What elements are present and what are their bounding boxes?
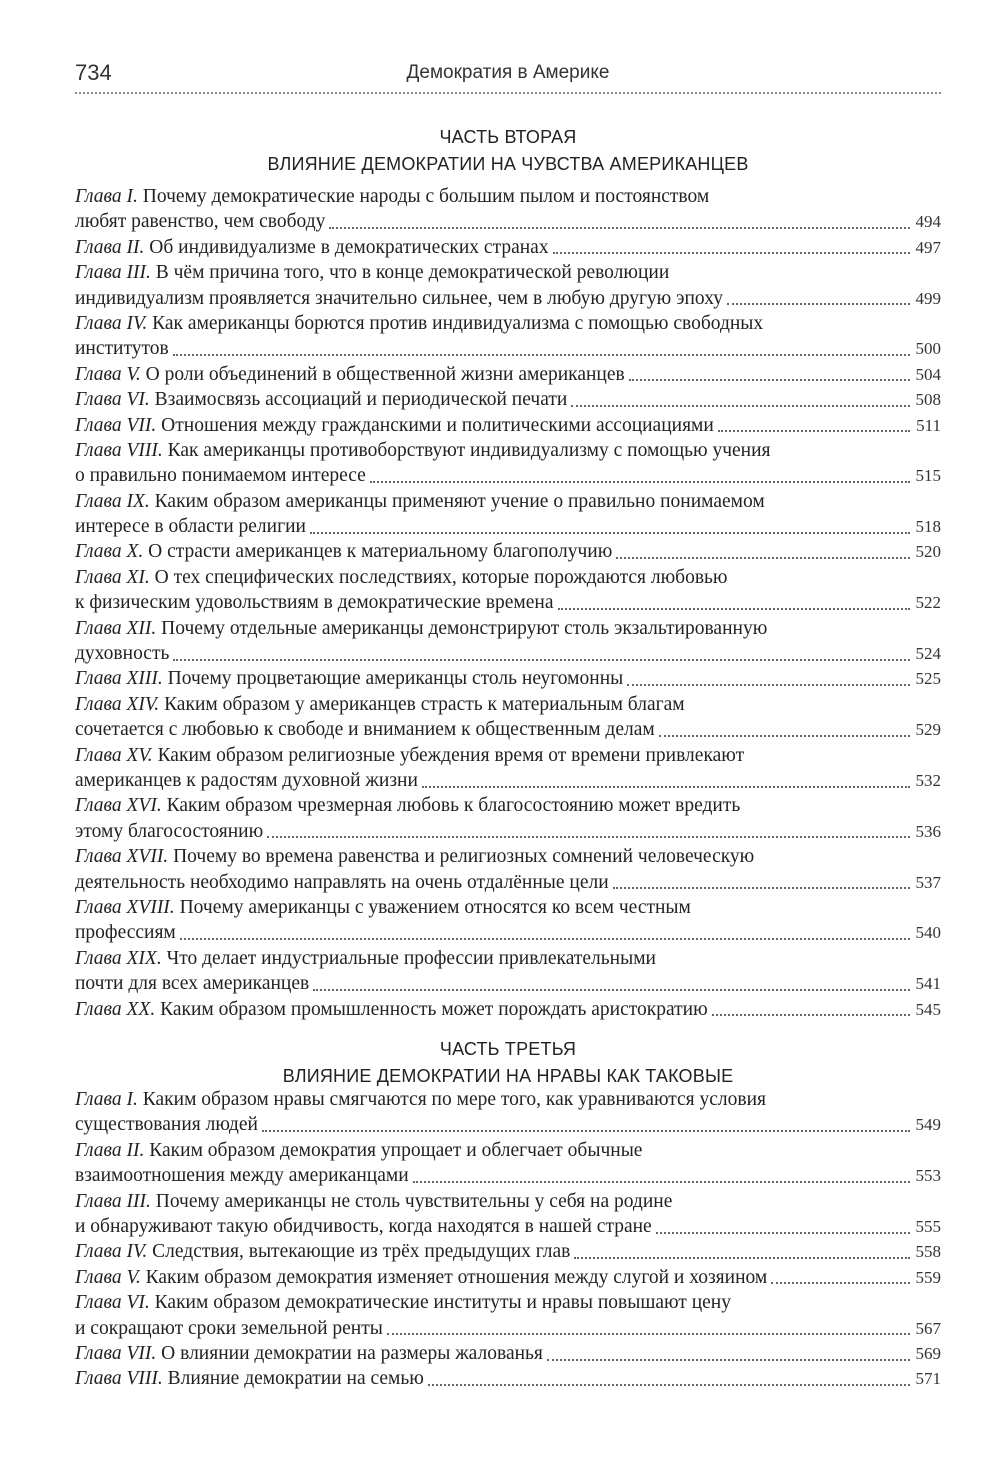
- chapter-page-number: 540: [915, 923, 941, 943]
- chapter-title-line: деятельность необходимо направлять на очень отдалённые цели: [75, 871, 609, 893]
- toc-entry: [75, 1087, 941, 1138]
- toc-line: [75, 286, 941, 311]
- dot-leader: [627, 684, 909, 686]
- toc-entry: [75, 438, 941, 489]
- toc-line: [75, 489, 941, 514]
- chapter-page-number: 569: [915, 1343, 941, 1363]
- toc-entry: [75, 260, 941, 311]
- chapter-number: Глава VII.: [75, 1342, 157, 1364]
- chapter-number: Глава I.: [75, 186, 138, 207]
- dot-leader: [656, 1232, 910, 1234]
- toc-line: [75, 260, 941, 285]
- toc-line: [75, 641, 941, 666]
- toc-line-text: [75, 235, 549, 260]
- chapter-page-number: 508: [915, 390, 941, 410]
- toc-entry: [75, 1189, 941, 1240]
- part-three-label: ЧАСТЬ ТРЕТЬЯ: [439, 1039, 577, 1059]
- chapter-number: Глава VIII.: [75, 1368, 163, 1390]
- toc-entry: [75, 743, 941, 794]
- toc-entry: [75, 235, 941, 260]
- toc-line-text: [75, 793, 740, 818]
- part-three-title: ВЛИЯНИЕ ДЕМОКРАТИИ НА НРАВЫ КАК ТАКОВЫЕ: [282, 1066, 734, 1086]
- toc-entry: [75, 1265, 941, 1290]
- toc-line-text: [75, 692, 685, 717]
- toc-line-text: [75, 641, 169, 666]
- dot-leader: [571, 405, 909, 407]
- chapter-title-line: О роли объединений в общественной жизни американцев: [145, 363, 625, 385]
- toc-line: [75, 870, 941, 895]
- dot-leader: [387, 1333, 910, 1335]
- dot-leader: [547, 1359, 910, 1361]
- toc-entry: [75, 311, 941, 362]
- chapter-number: Глава XIII.: [75, 668, 163, 690]
- toc-line: [75, 590, 941, 615]
- toc-entry: [75, 489, 941, 540]
- toc-line-text: [75, 463, 366, 488]
- chapter-title-line: о правильно понимаемом интересе: [75, 465, 366, 487]
- chapter-number: Глава III.: [75, 1190, 151, 1212]
- chapter-number: Глава I.: [75, 1089, 138, 1110]
- toc-line-text: [75, 336, 169, 361]
- chapter-title-line: Взаимосвязь ассоциаций и периодической печати: [154, 389, 568, 411]
- chapter-number: Глава XVI.: [75, 795, 162, 817]
- chapter-number: Глава VIII.: [75, 439, 163, 461]
- toc-entry: [75, 184, 941, 235]
- toc-entry: [75, 1366, 941, 1391]
- chapter-title-line: к физическим удовольствиям в демократические времена: [75, 592, 554, 614]
- chapter-page-number: 500: [915, 339, 941, 359]
- chapter-page-number: 549: [915, 1115, 941, 1135]
- toc-line: [75, 463, 941, 488]
- chapter-title-line: Каким образом демократия изменяет отношения между слугой и хозяином: [145, 1266, 768, 1288]
- toc-line: [75, 819, 941, 844]
- header-rule: [75, 92, 941, 94]
- chapter-title-line: Как американцы борются против индивидуализма с помощью свободных: [152, 312, 764, 334]
- chapter-title-line: Об индивидуализме в демократических странах: [149, 236, 549, 258]
- chapter-title-line: О тех специфических последствиях, которые порождаются любовью: [154, 566, 728, 588]
- toc-entry: [75, 946, 941, 997]
- chapter-number: Глава XV.: [75, 744, 153, 766]
- toc-line: [75, 235, 941, 260]
- toc-line-text: [75, 743, 744, 768]
- dot-leader: [262, 1130, 910, 1132]
- chapter-page-number: 571: [915, 1369, 941, 1389]
- dot-leader: [712, 1014, 910, 1016]
- toc-line: [75, 184, 941, 209]
- dot-leader: [173, 354, 910, 356]
- chapter-number: Глава VI.: [75, 1292, 150, 1314]
- chapter-page-number: 558: [915, 1242, 941, 1262]
- chapter-title-line: и сокращают сроки земельной ренты: [75, 1317, 383, 1339]
- chapter-page-number: 537: [915, 872, 941, 892]
- chapter-page-number: 553: [915, 1166, 941, 1186]
- toc-line-text: [75, 717, 655, 742]
- part-two-label: ЧАСТЬ ВТОРАЯ: [439, 127, 577, 147]
- chapter-title-line: Как американцы противоборствуют индивидуализму с помощью учения: [167, 439, 771, 461]
- toc-line: [75, 768, 941, 793]
- chapter-title-line: существования людей: [75, 1114, 258, 1136]
- toc-line-text: [75, 895, 691, 920]
- toc-line: [75, 565, 941, 590]
- toc-line: [75, 920, 941, 945]
- toc-line-text: [75, 971, 309, 996]
- toc-line: [75, 311, 941, 336]
- toc-line-text: [75, 1214, 652, 1239]
- dot-leader: [771, 1282, 909, 1284]
- toc-line-text: [75, 844, 754, 869]
- toc-entry: [75, 413, 941, 438]
- chapter-title-line: Влияние демократии на семью: [167, 1368, 424, 1390]
- toc-line-text: [75, 438, 771, 463]
- toc-line-text: [75, 184, 709, 209]
- toc-line: [75, 616, 941, 641]
- dot-leader: [413, 1181, 910, 1183]
- dot-leader: [659, 735, 910, 737]
- toc-entry: [75, 793, 941, 844]
- toc-line: [75, 514, 941, 539]
- toc-line: [75, 743, 941, 768]
- chapter-number: Глава XIX.: [75, 947, 162, 969]
- chapter-number: Глава II.: [75, 236, 145, 258]
- toc-line: [75, 1214, 941, 1239]
- toc-line: [75, 209, 941, 234]
- toc-line-text: [75, 286, 723, 311]
- toc-line-text: [75, 565, 728, 590]
- toc-line-text: [75, 1290, 731, 1315]
- toc-line-text: [75, 514, 306, 539]
- chapter-title-line: взаимоотношения между американцами: [75, 1165, 409, 1187]
- chapter-title-line: Каким образом религиозные убеждения время от времени привлекают: [157, 744, 745, 766]
- chapter-page-number: 522: [915, 593, 941, 613]
- chapter-number: Глава V.: [75, 363, 141, 385]
- book-title: Демократия в Америке: [406, 62, 610, 83]
- toc-line-text: [75, 1316, 383, 1341]
- chapter-number: Глава XII.: [75, 617, 157, 639]
- toc-line-text: [75, 1087, 766, 1112]
- toc-entry: [75, 1341, 941, 1366]
- chapter-title-line: Каким образом демократические институты и нравы повышают цену: [154, 1292, 731, 1314]
- chapter-number: Глава X.: [75, 541, 144, 563]
- dot-leader: [422, 786, 910, 788]
- chapter-title-line: Что делает индустриальные профессии привлекательными: [166, 947, 656, 969]
- toc-line: [75, 362, 941, 387]
- toc-line-text: [75, 1239, 570, 1264]
- toc-line: [75, 692, 941, 717]
- chapter-title-line: Каким образом нравы смягчаются по мере того, как уравниваются условия: [142, 1089, 767, 1110]
- dot-leader: [329, 227, 909, 229]
- chapter-page-number: 545: [915, 999, 941, 1019]
- toc-entry: [75, 565, 941, 616]
- chapter-title-line: Почему демократические народы с большим пылом и постоянством: [142, 186, 710, 207]
- toc-line-text: [75, 1138, 642, 1163]
- chapter-title-line: В чём причина того, что в конце демократической революции: [155, 262, 670, 284]
- chapter-title-line: Отношения между гражданскими и политическими ассоциациями: [161, 414, 714, 436]
- chapter-page-number: 529: [915, 720, 941, 740]
- dot-leader: [313, 989, 909, 991]
- toc-entry: [75, 387, 941, 412]
- toc-line: [75, 1290, 941, 1315]
- toc-line: [75, 387, 941, 412]
- chapter-title-line: Каким образом американцы применяют учение о правильно понимаемом: [154, 490, 765, 512]
- toc-part-two: [75, 184, 941, 1022]
- toc-line-text: [75, 362, 625, 387]
- toc-line: [75, 793, 941, 818]
- toc-line-text: [75, 1189, 672, 1214]
- chapter-number: Глава XI.: [75, 566, 150, 588]
- dot-leader: [613, 887, 910, 889]
- toc-entry: [75, 539, 941, 564]
- chapter-number: Глава XX.: [75, 998, 156, 1020]
- toc-line: [75, 1316, 941, 1341]
- toc-line-text: [75, 1265, 767, 1290]
- chapter-title-line: интересе в области религии: [75, 516, 306, 538]
- toc-line-text: [75, 489, 765, 514]
- chapter-page-number: 541: [915, 974, 941, 994]
- chapter-title-line: профессиям: [75, 922, 176, 944]
- toc-line: [75, 1112, 941, 1137]
- chapter-number: Глава VI.: [75, 389, 150, 411]
- chapter-title-line: духовность: [75, 643, 170, 665]
- chapter-title-line: индивидуализм проявляется значительно сильнее, чем в любую другую эпоху: [75, 287, 723, 309]
- chapter-title-line: институтов: [75, 338, 169, 360]
- toc-line: [75, 1087, 941, 1112]
- chapter-page-number: 520: [915, 542, 941, 562]
- toc-line-text: [75, 413, 714, 438]
- toc-line-text: [75, 311, 763, 336]
- toc-line-text: [75, 768, 418, 793]
- toc-entry: [75, 1290, 941, 1341]
- chapter-title-line: О страсти американцев к материальному благополучию: [148, 541, 613, 563]
- chapter-number: Глава II.: [75, 1139, 145, 1161]
- toc-line: [75, 997, 941, 1022]
- toc-line: [75, 539, 941, 564]
- toc-entry: [75, 666, 941, 691]
- dot-leader: [173, 659, 909, 661]
- chapter-page-number: 532: [915, 770, 941, 790]
- toc-line-text: [75, 260, 669, 285]
- chapter-number: Глава XVIII.: [75, 896, 175, 918]
- dot-leader: [428, 1384, 910, 1386]
- chapter-page-number: 518: [915, 517, 941, 537]
- dot-leader: [180, 938, 910, 940]
- chapter-page-number: 524: [915, 644, 941, 664]
- toc-line: [75, 1189, 941, 1214]
- chapter-title-line: этому благосостоянию: [75, 820, 264, 842]
- toc-line: [75, 844, 941, 869]
- toc-entry: [75, 692, 941, 743]
- chapter-page-number: 504: [915, 364, 941, 384]
- chapter-number: Глава IV.: [75, 312, 148, 334]
- toc-line: [75, 666, 941, 691]
- toc-line-text: [75, 666, 623, 691]
- chapter-title-line: и обнаруживают такую обидчивость, когда находятся в нашей стране: [75, 1215, 652, 1237]
- chapter-title-line: Каким образом промышленность может порождать аристократию: [160, 998, 708, 1020]
- chapter-title-line: Каким образом у американцев страсть к материальным благам: [164, 693, 685, 715]
- toc-line: [75, 438, 941, 463]
- chapter-page-number: 497: [915, 237, 941, 257]
- chapter-page-number: 559: [915, 1267, 941, 1287]
- dot-leader: [310, 532, 910, 534]
- chapter-title-line: почти для всех американцев: [75, 973, 310, 995]
- chapter-page-number: 567: [915, 1318, 941, 1338]
- dot-leader: [727, 303, 910, 305]
- toc-line: [75, 336, 941, 361]
- toc-entry: [75, 1138, 941, 1189]
- toc-line-text: [75, 1366, 424, 1391]
- chapter-title-line: Следствия, вытекающие из трёх предыдущих глав: [152, 1241, 571, 1263]
- chapter-page-number: 494: [915, 212, 941, 232]
- toc-line: [75, 1138, 941, 1163]
- chapter-page-number: 555: [915, 1216, 941, 1236]
- toc-line: [75, 895, 941, 920]
- chapter-page-number: 511: [916, 415, 941, 435]
- chapter-title-line: любят равенство, чем свободу: [75, 211, 326, 233]
- chapter-number: Глава XVII.: [75, 846, 169, 868]
- toc-line: [75, 946, 941, 971]
- chapter-number: Глава XIV.: [75, 693, 160, 715]
- chapter-number: Глава VII.: [75, 414, 157, 436]
- chapter-title-line: Почему во времена равенства и религиозных сомнений человеческую: [173, 846, 755, 868]
- toc-line-text: [75, 997, 708, 1022]
- chapter-title-line: Почему американцы с уважением относятся ко всем честным: [179, 896, 691, 918]
- toc-line: [75, 1265, 941, 1290]
- toc-line: [75, 717, 941, 742]
- dot-leader: [616, 557, 909, 559]
- chapter-page-number: 515: [915, 466, 941, 486]
- toc-part-three: [75, 1087, 941, 1392]
- toc-line-text: [75, 387, 567, 412]
- toc-line-text: [75, 590, 554, 615]
- dot-leader: [558, 608, 910, 610]
- toc-entry: [75, 1239, 941, 1264]
- toc-entry: [75, 616, 941, 667]
- dot-leader: [267, 836, 909, 838]
- dot-leader: [574, 1257, 909, 1259]
- chapter-title-line: Каким образом чрезмерная любовь к благосостоянию может вредить: [166, 795, 741, 817]
- part-two-title: ВЛИЯНИЕ ДЕМОКРАТИИ НА ЧУВСТВА АМЕРИКАНЦЕВ: [267, 154, 749, 174]
- chapter-title-line: Почему американцы не столь чувствительны у себя на родине: [155, 1190, 673, 1212]
- page-number: 734: [75, 60, 112, 85]
- chapter-title-line: О влиянии демократии на размеры жалованья: [161, 1342, 543, 1364]
- running-head: [75, 58, 941, 92]
- toc-line-text: [75, 539, 612, 564]
- toc-entry: [75, 895, 941, 946]
- toc-line-text: [75, 209, 325, 234]
- dot-leader: [629, 379, 910, 381]
- chapter-number: Глава IX.: [75, 490, 150, 512]
- toc-line-text: [75, 870, 609, 895]
- chapter-number: Глава III.: [75, 262, 151, 284]
- chapter-title-line: Почему отдельные американцы демонстрируют столь экзальтированную: [161, 617, 768, 639]
- toc-entry: [75, 362, 941, 387]
- toc-entry: [75, 997, 941, 1022]
- toc-line: [75, 1341, 941, 1366]
- chapter-page-number: 536: [915, 821, 941, 841]
- chapter-title-line: Почему процветающие американцы столь неугомонны: [167, 668, 624, 690]
- toc-entry: [75, 844, 941, 895]
- chapter-title-line: Каким образом демократия упрощает и облегчает обычные: [149, 1139, 643, 1161]
- toc-line-text: [75, 616, 767, 641]
- toc-line: [75, 971, 941, 996]
- chapter-number: Глава IV.: [75, 1241, 148, 1263]
- dot-leader: [718, 430, 910, 432]
- toc-line-text: [75, 1341, 543, 1366]
- chapter-number: Глава V.: [75, 1266, 141, 1288]
- chapter-page-number: 525: [915, 669, 941, 689]
- toc-line: [75, 413, 941, 438]
- toc-line-text: [75, 946, 656, 971]
- toc-line-text: [75, 819, 263, 844]
- dot-leader: [370, 481, 910, 483]
- dot-leader: [553, 252, 910, 254]
- chapter-title-line: американцев к радостям духовной жизни: [75, 769, 418, 791]
- toc-line: [75, 1239, 941, 1264]
- chapter-page-number: 499: [915, 288, 941, 308]
- toc-line: [75, 1366, 941, 1391]
- toc-line: [75, 1163, 941, 1188]
- toc-line-text: [75, 1112, 258, 1137]
- chapter-title-line: сочетается с любовью к свободе и вниманием к общественным делам: [75, 719, 655, 741]
- toc-line-text: [75, 1163, 409, 1188]
- toc-line-text: [75, 920, 176, 945]
